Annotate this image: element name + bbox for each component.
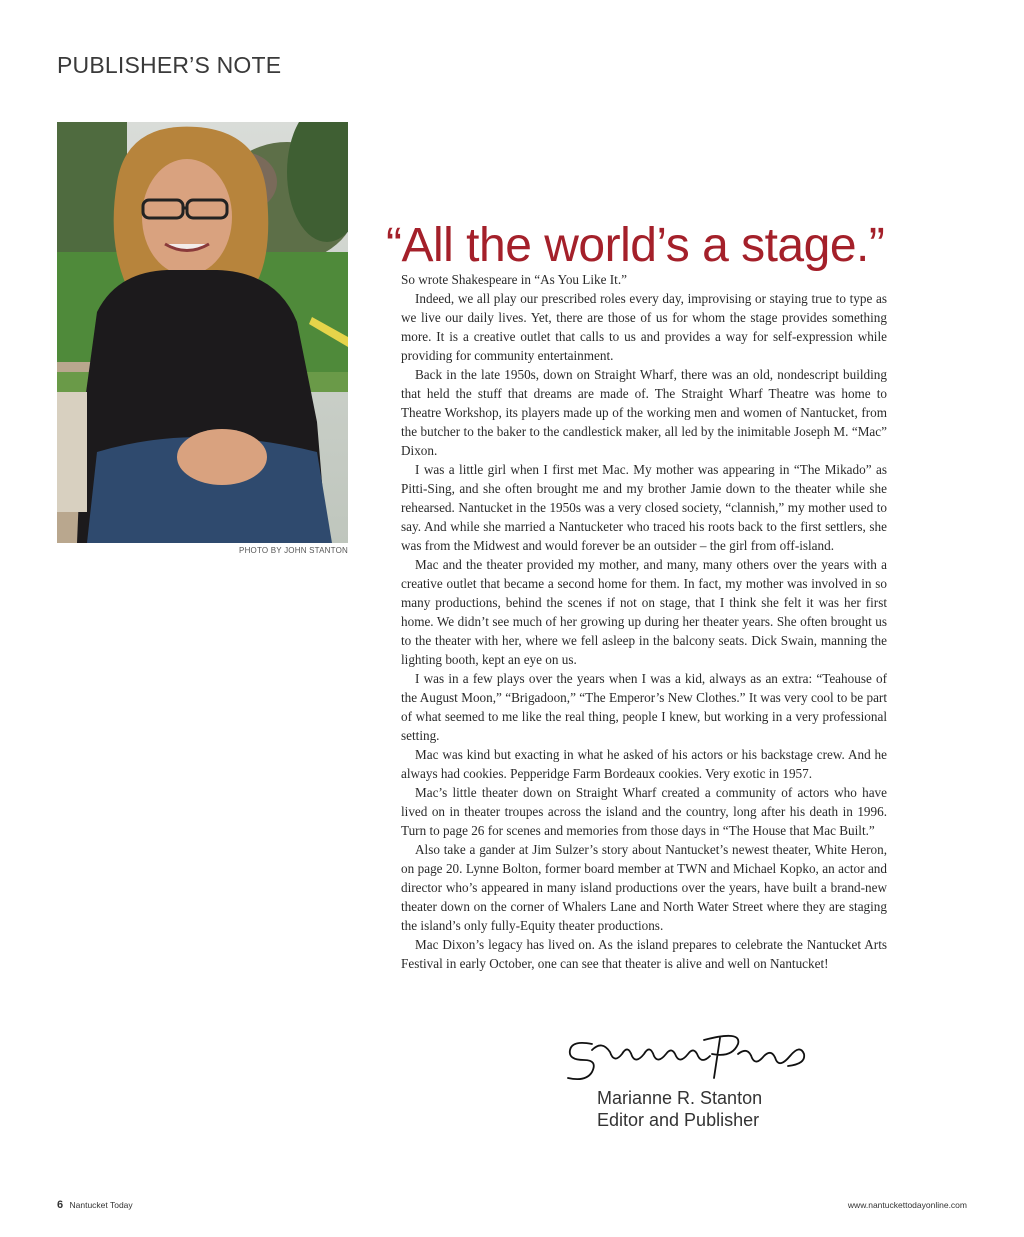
page-footer-left [57,1199,133,1211]
photo-credit: PHOTO BY JOHN STANTON [239,546,348,555]
article-paragraph: Mac Dixon’s legacy has lived on. As the island prepares to celebrate the Nantucket Arts Festival in early October, one can see that theater is alive and well on Nantucket! [401,937,887,971]
publication-name: Nantucket Today [69,1200,133,1210]
headline: “All the world’s a stage.” [386,219,885,272]
portrait-illustration [57,122,348,543]
article-paragraph: Also take a gander at Jim Sulzer’s story about Nantucket’s newest theater, White Heron, on page 20. Lynne Bolton, former board member at TWN and Michael Kopko, an actor and director who’s appeared in many island productions over the years, have built a brand-new theater down on the corner of Whalers Lane and North Water Street where they are staging the island’s only fully-Equity theater productions. [401,842,887,933]
article-paragraph: Back in the late 1950s, down on Straight Wharf, there was an old, nondescript building that held the stuff that dreams are made of. The Straight Wharf Theatre was home to Theatre Workshop, its players made up of the working men and women of Nantucket, from the butcher to the baker to the candlestick maker, all led by the inimitable Joseph M. “Mac” Dixon. [401,367,887,458]
article-paragraph: Mac was kind but exacting in what he asked of his actors or his backstage crew. And he always had cookies. Pepperidge Farm Bordeaux cookies. Very exotic in 1957. [401,747,887,781]
article-paragraph: Mac and the theater provided my mother, and many, many others over the years with a creative outlet that became a second home for them. In fact, my mother was involved in so many productions, behind the scenes if not on stage, that I think she felt it was her first home. We didn’t see much of her growing up during her theater years. She often brought us to the theater with her, where we fell asleep in the balcony seats. Dick Swain, manning the lighting booth, kept an eye on us. [401,557,887,667]
handwritten-signature [562,1030,812,1086]
article-paragraph: Indeed, we all play our prescribed roles every day, improvising or staying true to type as we live our daily lives. Yet, there are those of us for whom the stage provides something more. It is a creative outlet that calls to us and provides a way for self-expression while providing for community entertainment. [401,291,887,363]
signature-name: Marianne R. Stanton [597,1088,763,1108]
article-paragraph: I was a little girl when I first met Mac. My mother was appearing in “The Mikado” as Pitti-Sing, and she often brought me and my brother Jamie down to the theater while she rehearsed. Nantucket in the 1950s was a very closed society, “clannish,” my mother used to say. And while she married a Nantucketer who traced his roots back to the first settlers, she was from the Midwest and would forever be an outsider – the girl from off-island. [401,462,887,553]
website-url: www.nantuckettodayonline.com [847,1200,967,1210]
section-title: PUBLISHER’S NOTE [57,52,282,78]
article-paragraph: So wrote Shakespeare in “As You Like It.” [401,272,627,287]
page-number: 6 [57,1199,64,1211]
signature-role: Editor and Publisher [597,1110,760,1130]
article-paragraph: Mac’s little theater down on Straight Wharf created a community of actors who have lived on in theater troupes across the island and the country, long after his death in 1996. Turn to page 26 for scenes and memories from those days in “The House that Mac Built.” [401,785,887,838]
article-body [401,270,887,973]
publisher-photo [57,122,348,543]
article-paragraph: I was in a few plays over the years when I was a kid, always as an extra: “Teahouse of the August Moon,” “Brigadoon,” “The Emperor’s New Clothes.” It was very cool to be part of what seemed to me like the real thing, people I knew, but working in a very professional setting. [401,671,887,743]
